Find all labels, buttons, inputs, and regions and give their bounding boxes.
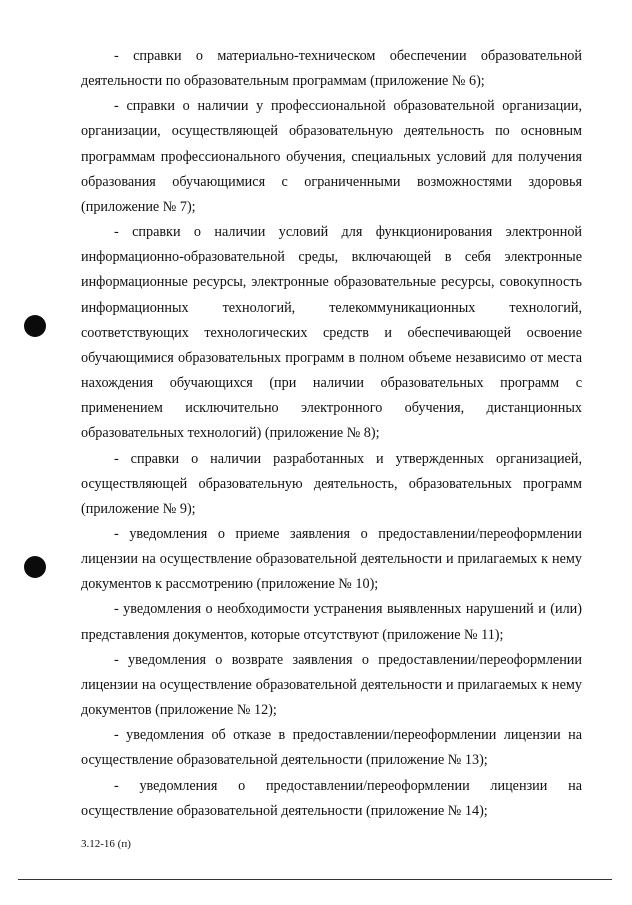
list-item-appendix-9: - справки о наличии разработанных и утвержденных организацией, осуществляющей образовательную деятельность, образовательных программ (приложение № 9); [81, 450, 582, 517]
document-body [81, 44, 582, 824]
bottom-divider [18, 879, 612, 880]
punch-hole-bottom [24, 556, 46, 578]
list-item-appendix-11: - уведомления о необходимости устранения выявленных нарушений и (или) представления документов, которые отсутствуют (приложение № 11); [81, 601, 582, 643]
list-item-appendix-7: - справки о наличии у профессиональной образовательной организации, организации, осуществляющей образовательную деятельность по основным программам профессионального обучения, специальных условий для получения образования обучающимися с ограниченными возможностями здоровья (приложение № 7); [81, 98, 582, 215]
punch-hole-top [24, 315, 46, 337]
footer-form-code: 3.12-16 (п) [81, 838, 131, 850]
list-item-appendix-14: - уведомления о предоставлении/переоформлении лицензии на осуществление образовательной деятельности (приложение № 14); [81, 777, 582, 819]
list-item-appendix-13: - уведомления об отказе в предоставлении/переоформлении лицензии на осуществление образовательной деятельности (приложение № 13); [81, 727, 582, 769]
list-item-appendix-12: - уведомления о возврате заявления о предоставлении/переоформлении лицензии на осуществление образовательной деятельности и прилагаемых к нему документов (приложение № 12); [81, 651, 582, 719]
list-item-appendix-8: - справки о наличии условий для функционирования электронной информационно-образовательной среды, включающей в себя электронные информационные ресурсы, электронные образовательные ресурсы, совокупность информационных технологий, телекоммуникационных технологий, соответствующих технологических средств и обеспечивающей освоение обучающимися образовательных программ в полном объеме независимо от места нахождения обучающихся (при наличии образовательных программ с применением исключительно электронного обучения, дистанционных образовательных технологий) (приложение № 8); [81, 224, 582, 442]
list-item-appendix-6: - справки о материально-техническом обеспечении образовательной деятельности по образовательным программам (приложение № 6); [81, 48, 582, 90]
list-item-appendix-10: - уведомления о приеме заявления о предоставлении/переоформлении лицензии на осуществление образовательной деятельности и прилагаемых к нему документов к рассмотрению (приложение № 10); [81, 525, 582, 593]
